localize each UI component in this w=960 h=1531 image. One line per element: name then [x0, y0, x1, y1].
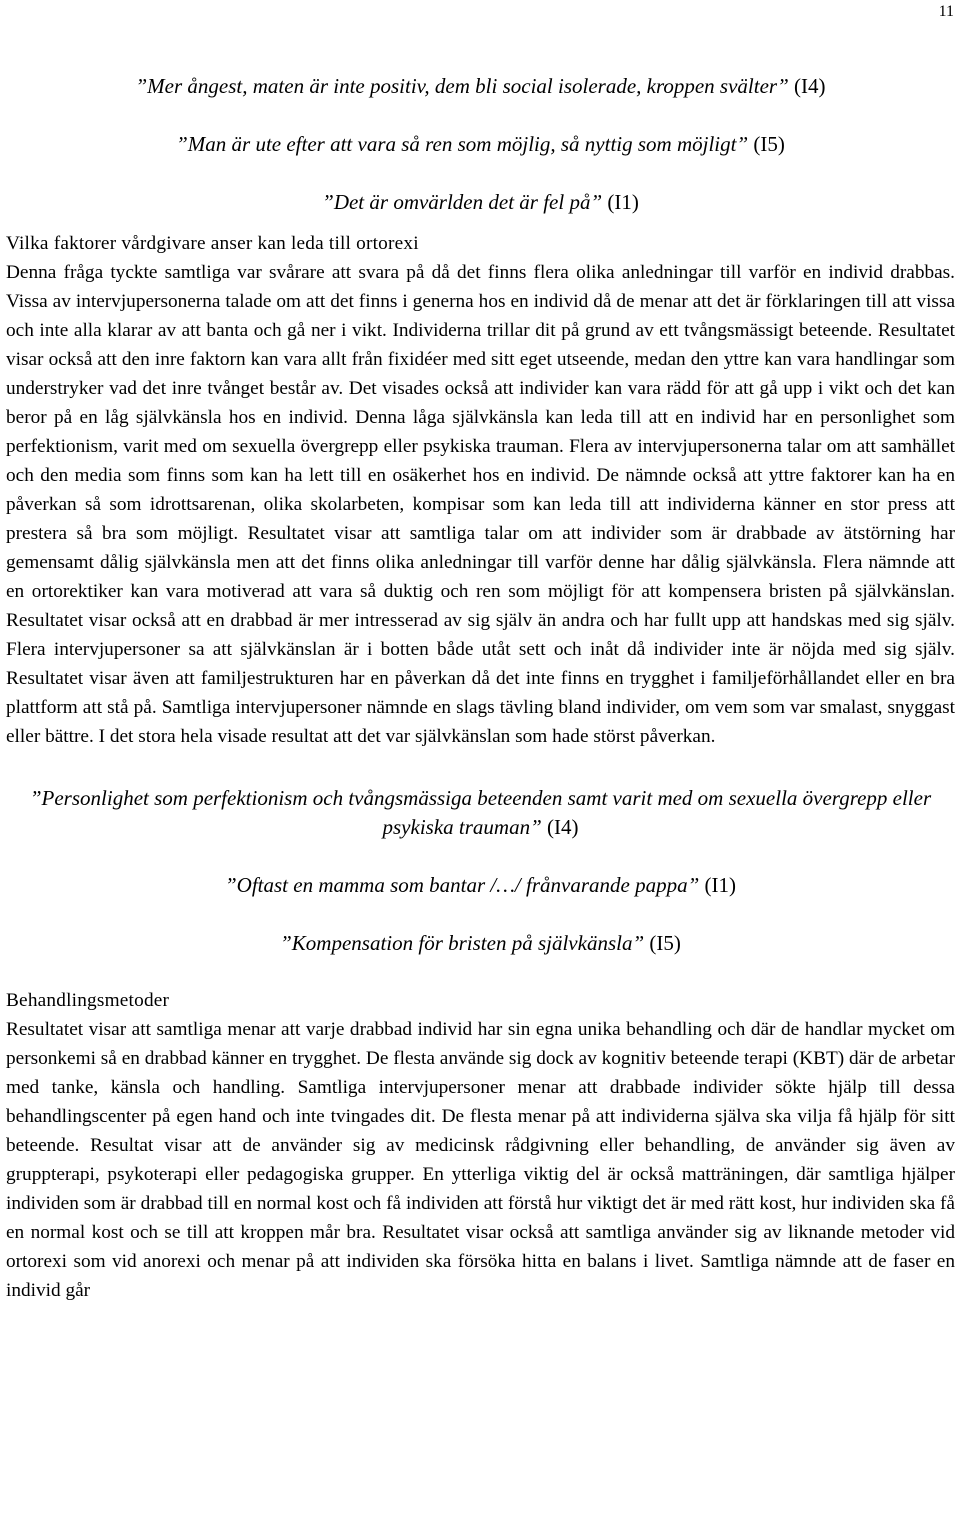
quote	[6, 871, 955, 900]
body-paragraph: Resultatet visar att samtliga menar att varje drabbad individ har sin egna unika behandling och där de handlar mycket om personkemi så en drabbad känner en trygghet. De flesta använde sig dock av kognitiv beteende terapi (KBT) där de arbetar med tanke, känsla och handling. Samtliga intervjupersoner menar att drabbade individer sökte hjälp till dessa behandlingscenter på egen hand och inte tvingades dit. De flesta menar på att individerna själva ska vilja få hjälp för sitt beteende. Resultat visar att de använder sig av medicinsk rådgivning eller behandling, de använder sig även av gruppterapi, psykoterapi eller pedagogiska grupper. En ytterliga viktig del är också matträningen, där samtliga hjälper individen som är drabbad till en normal kost och få individen att förstå hur viktigt det är med rätt kost, hur individen ska få en normal kost och se till att kroppen mår bra. Resultatet visar också att samtliga använder sig av liknande metoder vid ortorexi som vid anorexi och menar på att individen ska försöka hitta en balans i livet. Samtliga nämnde att de faser en individ går	[6, 1019, 955, 1301]
page-number: 11	[938, 3, 954, 20]
quote-reference: (I5)	[649, 931, 681, 955]
quote	[6, 188, 955, 217]
quote	[6, 784, 955, 842]
quote-reference: (I5)	[753, 132, 785, 156]
quote-reference: (I4)	[547, 815, 579, 839]
quote-text: ”Det är omvärlden det är fel på”	[322, 190, 603, 214]
quote	[6, 0, 955, 101]
quote-text: ”Kompensation för bristen på självkänsla”	[280, 931, 645, 955]
section-heading: Vilka faktorer vårdgivare anser kan leda till ortorexi	[6, 233, 419, 254]
quote	[6, 130, 955, 159]
quote	[6, 929, 955, 958]
quote-reference: (I1)	[607, 190, 639, 214]
quote-text: ”Personlighet som perfektionism och tvångsmässiga beteenden samt varit med om sexuella övergrepp eller psykiska trauman”	[29, 786, 932, 839]
quote-text: ”Mer ångest, maten är inte positiv, dem bli social isolerade, kroppen svälter”	[135, 74, 789, 98]
section-heading: Behandlingsmetoder	[6, 990, 170, 1011]
body-paragraph: Denna fråga tyckte samtliga var svårare att svara på då det finns flera olika anledningar till varför en individ drabbas. Vissa av intervjupersonerna talade om att det finns i generna hos en individ då de menar att det är förklaringen till att vissa och inte alla klarar av att banta och gå ner i vikt. Individerna trillar dit på grund av ett tvångsmässigt beteende. Resultatet visar också att den inre faktorn kan vara allt från fixidéer med sitt eget utseende, medan den yttre kan vara handlingar som understryker vad det inre tvånget består av. Det visades också att individer kan vara rädd för att gå upp i vikt och det kan beror på en låg självkänsla hos en individ. Denna låga självkänsla kan leda till att en individ har en personlighet som perfektionism, varit med om sexuella övergrepp eller psykiska trauman. Flera av intervjupersonerna talar om att samhället och den media som finns som kan ha lett till en osäkerhet hos en individ. De nämnde också att yttre faktorer kan ha en påverkan så som idrottsarenan, olika skolarbeten, kompisar som kan leda till att individerna känner en stor press att prestera så bra som möjligt. Resultatet visar att samtliga talar om att individer som är drabbade av ätstörning har gemensamt dålig självkänsla men att det finns olika anledningar till varför denne har dålig självkänsla. Flera nämnde att en ortorektiker kan vara motiverad att vara så duktig och ren som möjligt för att kompensera bristen på självkänslan. Resultatet visar också att en drabbad är mer intresserad av sig själv än andra och har fullt upp att handskas med sig själv. Flera intervjupersoner sa att självkänslan är i botten både utåt sett och inåt då individer inte är nöjda med sig själv. Resultatet visar även att familjestrukturen har en påverkan då det inte finns en trygghet i familjeförhållandet eller en bra plattform att stå på. Samtliga intervjupersoner nämnde en slags tävling bland individer, om vem som var smalast, snyggast eller bättre. I det stora hela visade resultat att det var självkänslan som hade störst påverkan.	[6, 262, 955, 747]
quote-text: ”Oftast en mamma som bantar /…/ frånvarande pappa”	[224, 873, 700, 897]
quote-text: ”Man är ute efter att vara så ren som möjlig, så nyttig som möjligt”	[176, 132, 749, 156]
quote-reference: (I1)	[704, 873, 736, 897]
quote-reference: (I4)	[794, 74, 826, 98]
